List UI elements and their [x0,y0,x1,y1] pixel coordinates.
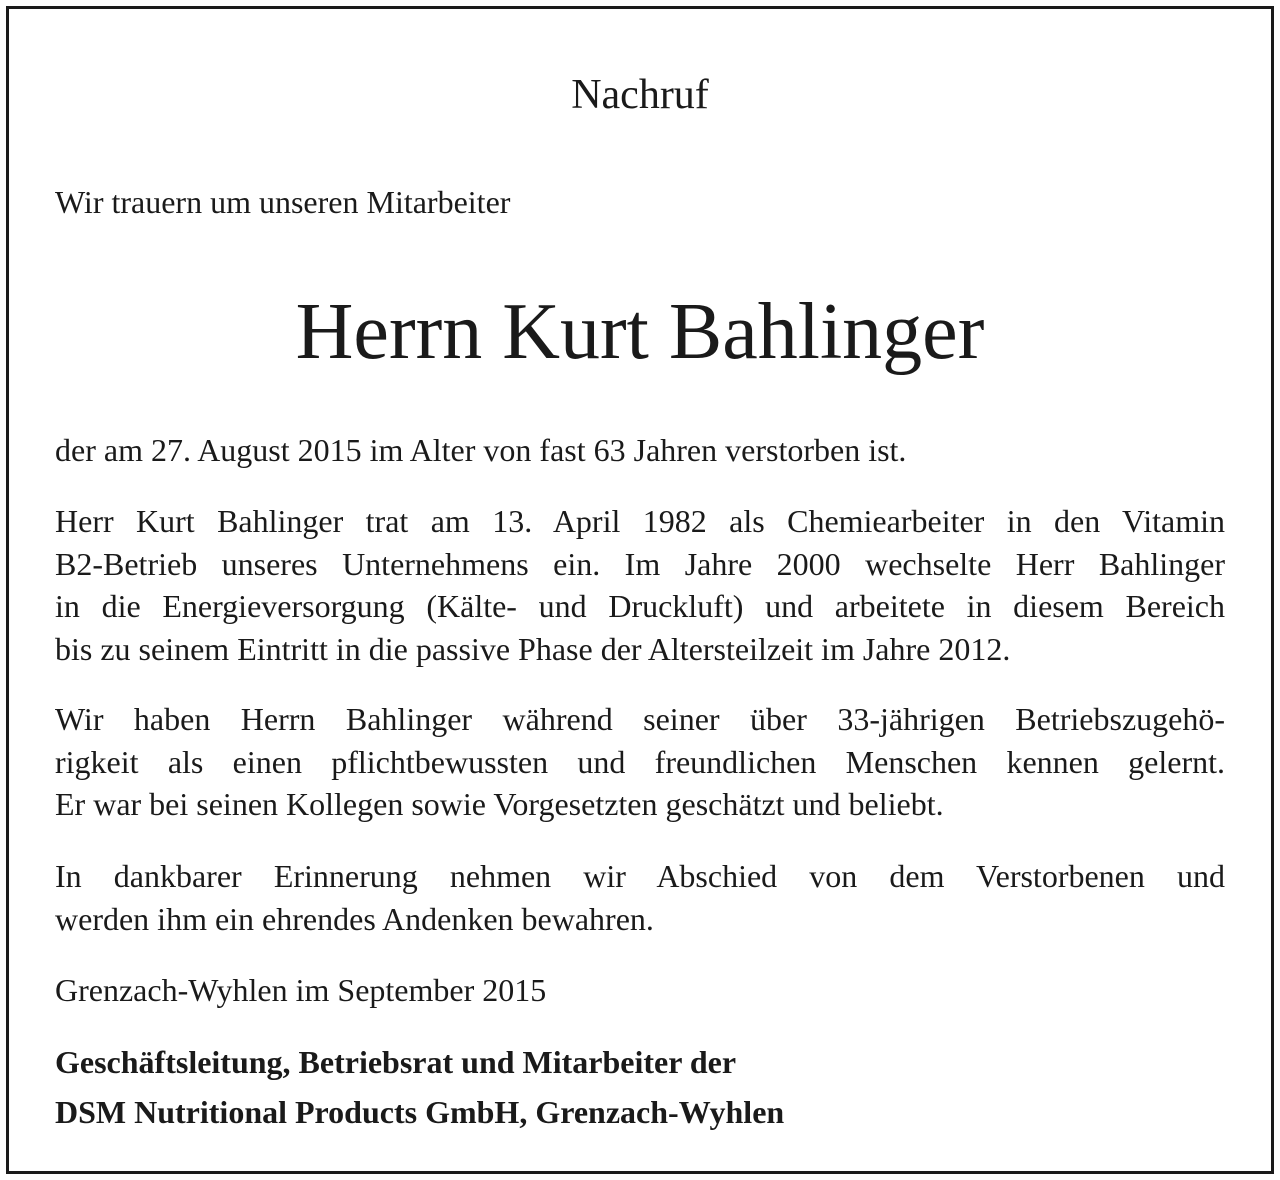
signature-line: Geschäftsleitung, Betriebsrat und Mitarbeiter der [55,1044,737,1080]
notice-heading: Nachruf [571,72,709,118]
place-date [55,969,1225,1012]
career-line: in die Energieversorgung (Kälte- und Druckluft) und arbeitete in diesem Bereich [55,588,1225,624]
signature-line: DSM Nutritional Products GmbH, Grenzach-Wyhlen [55,1094,785,1130]
farewell-paragraph [55,855,1225,940]
career-paragraph [55,500,1225,670]
deceased-name: Herrn Kurt Bahlinger [295,288,985,376]
career-line: B2-Betrieb unseres Unternehmens ein. Im Jahre 2000 wechselte Herr Bahlinger [55,545,1225,582]
praise-paragraph [55,698,1225,826]
signature-block [55,1037,784,1137]
intro-line: Wir trauern um unseren Mitarbeiter [55,184,511,220]
career-line: Herr Kurt Bahlinger trat am 13. April 1982 als Chemiearbeiter in den Vitamin [55,503,1225,539]
praise-line: rigkeit als einen pflichtbewussten und freundlichen Menschen kennen gelernt. [55,743,1225,780]
praise-line: Wir haben Herrn Bahlinger während seiner über 33-jährigen Betriebszugehö- [55,701,1225,737]
farewell-line: In dankbarer Erinnerung nehmen wir Abschied von dem Verstorbenen und [55,858,1225,894]
praise-line: Er war bei seinen Kollegen sowie Vorgesetzten geschätzt und beliebt. [55,786,944,822]
death-statement [55,429,1225,472]
place-date-line: Grenzach-Wyhlen im September 2015 [55,972,547,1008]
death-statement-line: der am 27. August 2015 im Alter von fast 63 Jahren verstorben ist. [55,432,907,468]
farewell-line: werden ihm ein ehrendes Andenken bewahren. [55,900,654,937]
career-line: bis zu seinem Eintritt in die passive Phase der Altersteilzeit im Jahre 2012. [55,630,1011,667]
